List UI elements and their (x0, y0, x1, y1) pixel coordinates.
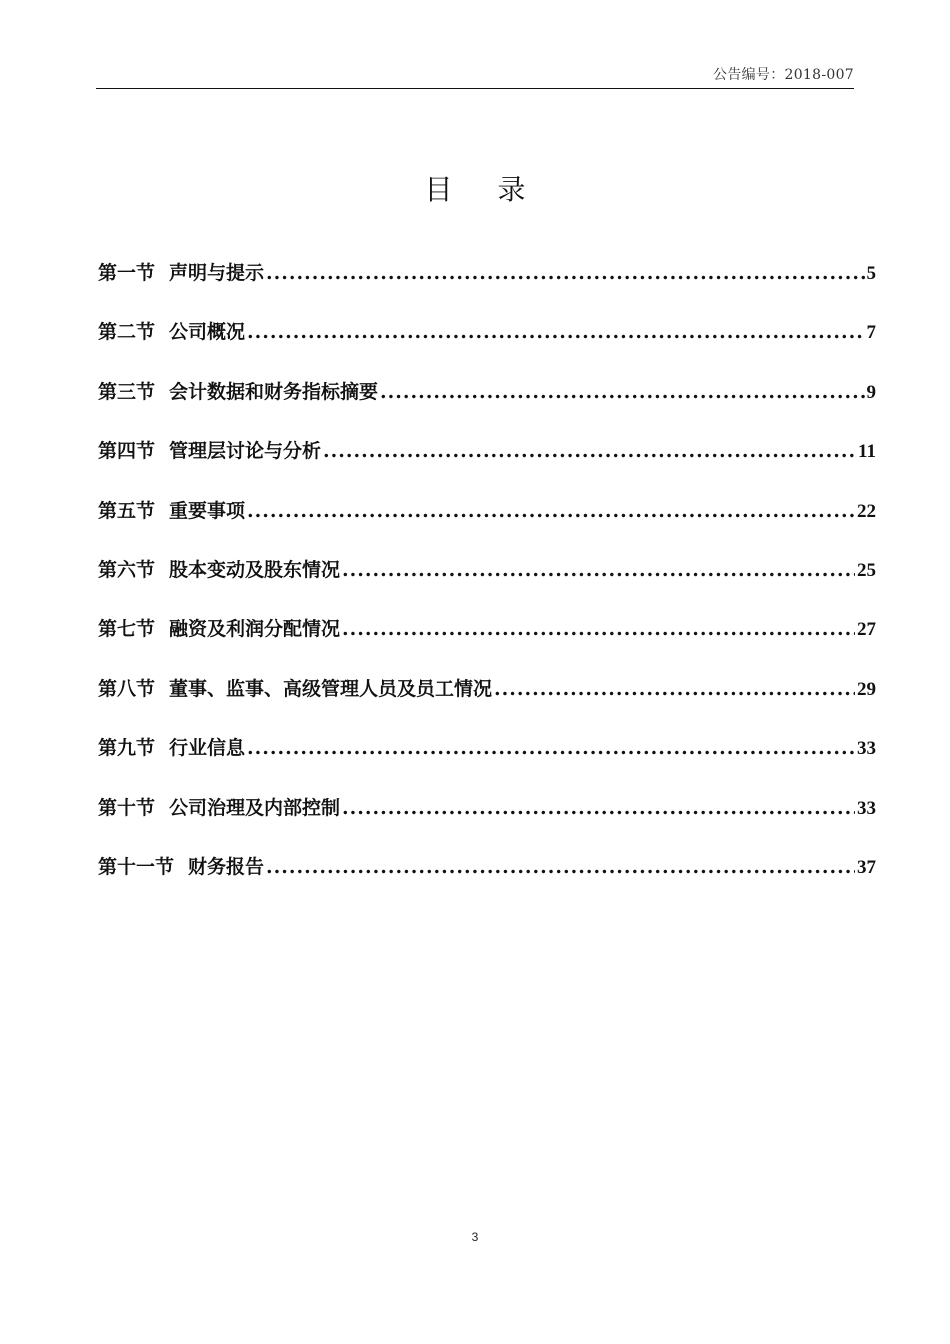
toc-page-number: 9 (866, 381, 876, 403)
toc-heading: 董事、监事、高级管理人员及员工情况 (169, 677, 493, 700)
toc-section-number: 第七节 (98, 618, 156, 641)
toc-entry-section-10[interactable] (98, 793, 876, 852)
toc-section-number: 第六节 (98, 558, 156, 581)
toc-dot-leader (247, 317, 864, 347)
toc-heading: 管理层讨论与分析 (169, 440, 322, 463)
toc-page-number: 29 (857, 678, 876, 700)
toc-section-number: 第十节 (98, 796, 156, 819)
table-of-contents (98, 258, 876, 911)
toc-section-number: 第三节 (98, 380, 156, 403)
toc-heading: 重要事项 (169, 499, 246, 522)
toc-heading: 股本变动及股东情况 (169, 558, 341, 581)
toc-heading: 融资及利润分配情况 (169, 618, 341, 641)
toc-heading: 会计数据和财务指标摘要 (169, 380, 379, 403)
toc-section-number: 第五节 (98, 499, 156, 522)
announcement-number: 公告编号：2018-007 (713, 67, 854, 83)
toc-page-number: 33 (857, 797, 876, 819)
toc-page-number: 27 (857, 619, 876, 641)
toc-dot-leader (380, 377, 864, 407)
toc-entry-section-3[interactable] (98, 377, 876, 436)
toc-page-number: 22 (857, 500, 876, 522)
toc-entry-section-11[interactable] (98, 852, 876, 911)
toc-dot-leader (247, 733, 855, 763)
toc-section-number: 第一节 (98, 262, 156, 284)
toc-page-number: 7 (866, 322, 876, 344)
toc-dot-leader (494, 674, 855, 704)
toc-page-number: 33 (857, 738, 876, 760)
toc-entry-section-2[interactable] (98, 317, 876, 376)
toc-entry-section-8[interactable] (98, 674, 876, 733)
toc-dot-leader (342, 793, 855, 823)
toc-page-number: 11 (858, 441, 876, 463)
page-title: 目 录 (424, 173, 544, 206)
toc-dot-leader (323, 436, 856, 466)
toc-entry-section-1[interactable] (98, 258, 876, 317)
toc-dot-leader (342, 614, 855, 644)
toc-heading: 声明与提示 (169, 262, 265, 284)
toc-entry-section-6[interactable] (98, 555, 876, 614)
toc-page-number: 37 (857, 856, 876, 878)
toc-section-number: 第九节 (98, 737, 156, 760)
toc-section-number: 第四节 (98, 440, 156, 463)
toc-heading: 财务报告 (188, 855, 265, 878)
toc-entry-section-4[interactable] (98, 436, 876, 495)
toc-page-number: 25 (857, 559, 876, 581)
toc-dot-leader (266, 258, 864, 288)
toc-entry-section-7[interactable] (98, 614, 876, 673)
toc-dot-leader (342, 555, 855, 585)
toc-dot-leader (266, 852, 855, 882)
toc-entry-section-5[interactable] (98, 496, 876, 555)
header-divider (96, 88, 854, 89)
toc-entry-section-9[interactable] (98, 733, 876, 792)
toc-heading: 公司治理及内部控制 (169, 796, 341, 819)
toc-heading: 行业信息 (169, 737, 246, 760)
toc-page-number: 5 (866, 263, 876, 284)
toc-section-number: 第二节 (98, 321, 156, 344)
toc-section-number: 第八节 (98, 677, 156, 700)
toc-section-number: 第十一节 (98, 855, 175, 878)
toc-heading: 公司概况 (169, 321, 246, 344)
toc-dot-leader (247, 496, 855, 526)
page-number: 3 (471, 1230, 479, 1244)
